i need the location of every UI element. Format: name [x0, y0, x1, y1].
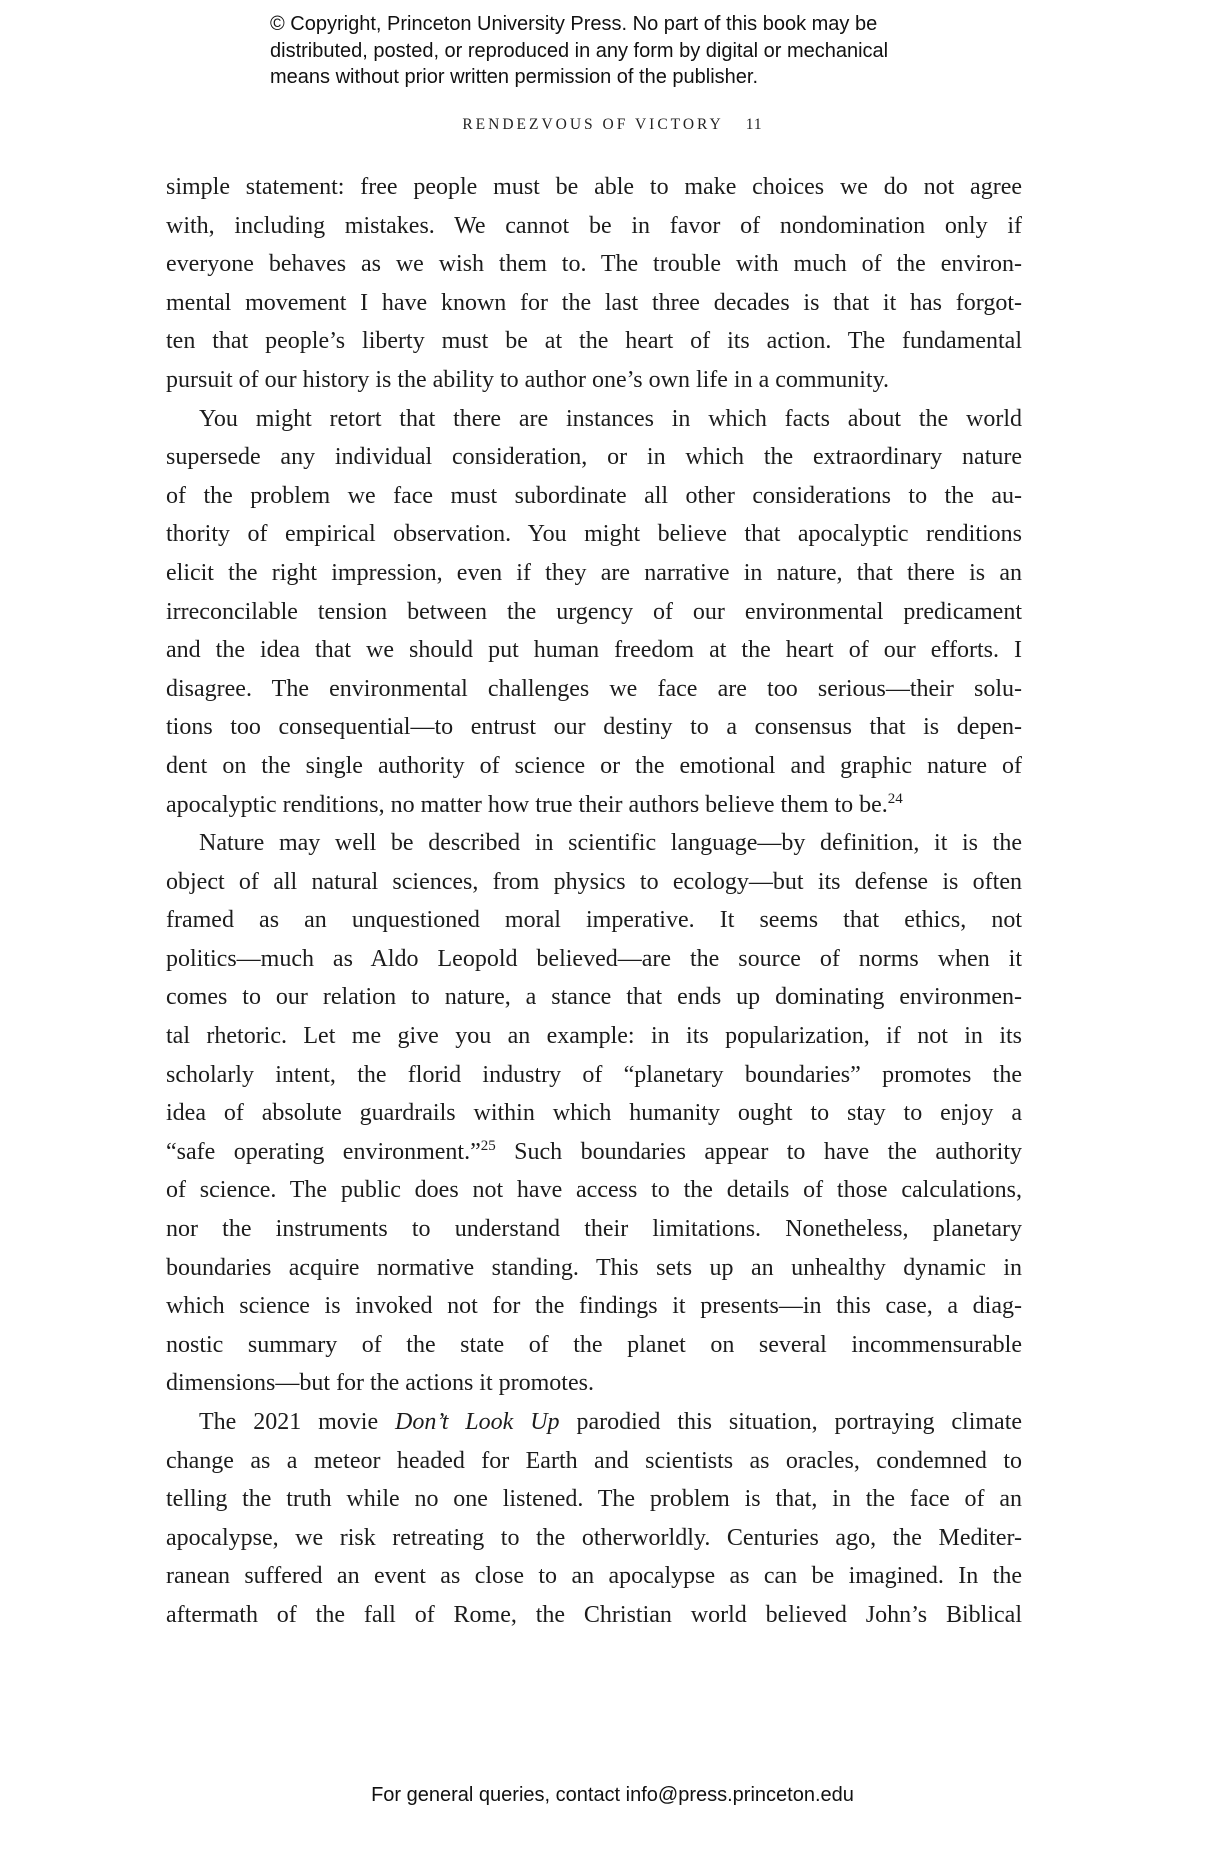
text-segment: nostic summary of the state of the planet on several incommensurable [166, 1331, 1022, 1358]
text-segment: Such boundaries appear to have the authority [495, 1138, 1022, 1165]
paragraph [166, 400, 1022, 825]
footnote-reference: 25 [480, 1137, 496, 1154]
copyright-notice [270, 11, 888, 91]
text-segment: disagree. The environmental challenges we face are too serious—their solu- [166, 675, 1022, 702]
text-line [166, 863, 1022, 902]
text-line [166, 1287, 1022, 1326]
text-line [166, 1249, 1022, 1288]
text-line [166, 1017, 1022, 1056]
text-line [166, 1557, 1022, 1596]
text-segment: tal rhetoric. Let me give you an example: in its popularization, if not in its [166, 1023, 1022, 1050]
text-line [166, 1403, 1022, 1442]
text-line [166, 554, 1022, 593]
text-segment: simple statement: free people must be able to make choices we do not agree [166, 174, 1022, 200]
paragraph [166, 1403, 1022, 1635]
text-segment: parodied this situation, portraying climate [559, 1409, 1023, 1435]
text-segment: thority of empirical observation. You might believe that apocalyptic renditions [166, 521, 1022, 548]
text-line [166, 168, 1022, 207]
footnote-reference: 24 [887, 790, 903, 807]
text-segment: You might retort that there are instances in which facts about the world [199, 405, 1022, 432]
text-segment: apocalypse, we risk retreating to the otherworldly. Centuries ago, the Mediter- [166, 1524, 1022, 1551]
text-segment: change as a meteor headed for Earth and scientists as oracles, condemned to [166, 1447, 1022, 1474]
text-line [166, 1480, 1022, 1519]
text-segment: irreconcilable tension between the urgency of our environmental predicament [166, 598, 1022, 625]
text-segment: ranean suffered an event as close to an apocalypse as can be imagined. In the [166, 1563, 1022, 1590]
paragraph [166, 168, 1022, 400]
body-text [166, 168, 1022, 1635]
text-segment: aftermath of the fall of Rome, the Christian world believed John’s Biblical [166, 1601, 1022, 1628]
text-line [166, 747, 1022, 786]
text-line [166, 1442, 1022, 1481]
text-line [166, 515, 1022, 554]
text-line [166, 322, 1022, 361]
page-number: 11 [745, 116, 763, 133]
text-line [166, 438, 1022, 477]
text-segment: pursuit of our history is the ability to author one’s own life in a community. [166, 366, 890, 393]
text-line [166, 1326, 1022, 1365]
text-line [166, 824, 1022, 863]
text-segment: object of all natural sciences, from physics to ecology—but its defense is often [166, 868, 1022, 895]
text-segment: comes to our relation to nature, a stance that ends up dominating environmen- [166, 984, 1022, 1011]
text-segment: everyone behaves as we wish them to. The trouble with much of the environ- [166, 251, 1022, 278]
text-line [166, 708, 1022, 747]
text-segment: apocalyptic renditions, no matter how true their authors believe them to be. [166, 791, 888, 818]
text-line [166, 978, 1022, 1017]
text-line [166, 593, 1022, 632]
text-line [166, 631, 1022, 670]
text-segment: of the problem we face must subordinate all other considerations to the au- [166, 482, 1022, 509]
text-segment: dent on the single authority of science or the emotional and graphic nature of [166, 752, 1022, 779]
text-line [166, 1171, 1022, 1210]
text-segment: boundaries acquire normative standing. This sets up an unhealthy dynamic in [166, 1254, 1022, 1281]
running-head-title: RENDEZVOUS OF VICTORY [462, 116, 724, 133]
text-segment: Nature may well be described in scientific language—by definition, it is the [199, 830, 1022, 857]
text-segment: The 2021 movie [199, 1409, 396, 1435]
text-line [166, 361, 1022, 400]
copyright-line: means without prior written permission of the publisher. [270, 66, 759, 88]
text-segment: telling the truth while no one listened. The problem is that, in the face of an [166, 1486, 1022, 1513]
text-line [166, 1519, 1022, 1558]
copyright-line: © Copyright, Princeton University Press. No part of this book may be [270, 13, 878, 35]
text-segment: ten that people’s liberty must be at the heart of its action. The fundamental [166, 328, 1022, 355]
text-segment: elicit the right impression, even if they are narrative in nature, that there is an [166, 559, 1022, 586]
text-segment: with, including mistakes. We cannot be in favor of nondomination only if [166, 212, 1022, 239]
text-segment: nor the instruments to understand their limitations. Nonetheless, planetary [166, 1216, 1022, 1243]
paragraph [166, 824, 1022, 1403]
text-segment: of science. The public does not have access to the details of those calculations, [166, 1177, 1022, 1204]
text-segment: mental movement I have known for the last three decades is that it has forgot- [166, 289, 1022, 316]
text-line [166, 901, 1022, 940]
text-line [166, 245, 1022, 284]
text-line [166, 400, 1022, 439]
italic-title: Don’t Look Up [395, 1409, 560, 1435]
text-line [166, 1364, 1022, 1403]
text-segment: “safe operating environment.” [166, 1138, 481, 1165]
text-segment: supersede any individual consideration, or in which the extraordinary nature [166, 444, 1022, 471]
text-line [166, 207, 1022, 246]
text-line [166, 284, 1022, 323]
text-segment: scholarly intent, the florid industry of “planetary boundaries” promotes the [166, 1061, 1022, 1088]
footer-contact: For general queries, contact info@press.princeton.edu [371, 1784, 854, 1806]
text-segment: politics—much as Aldo Leopold believed—are the source of norms when it [166, 945, 1022, 972]
text-line [166, 1094, 1022, 1133]
text-segment: framed as an unquestioned moral imperative. It seems that ethics, not [166, 907, 1022, 934]
running-head [0, 116, 1225, 134]
text-segment: dimensions—but for the actions it promotes. [166, 1370, 594, 1397]
text-line [166, 670, 1022, 709]
copyright-line: distributed, posted, or reproduced in any form by digital or mechanical [270, 39, 889, 62]
text-segment: idea of absolute guardrails within which humanity ought to stay to enjoy a [166, 1100, 1022, 1127]
text-line [166, 1210, 1022, 1249]
text-line [166, 1596, 1022, 1635]
text-line [166, 940, 1022, 979]
text-line [166, 786, 1022, 825]
text-segment: and the idea that we should put human freedom at the heart of our efforts. I [166, 637, 1022, 664]
text-segment: which science is invoked not for the findings it presents—in this case, a diag- [166, 1293, 1022, 1320]
text-segment: tions too consequential—to entrust our destiny to a consensus that is depen- [166, 714, 1022, 741]
text-line [166, 1133, 1022, 1172]
text-line [166, 477, 1022, 516]
text-line [166, 1056, 1022, 1095]
